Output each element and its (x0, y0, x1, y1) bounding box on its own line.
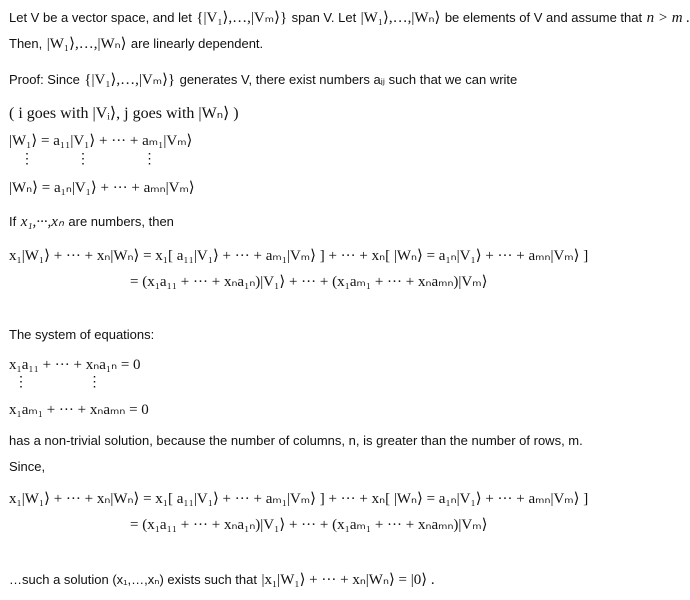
statement-text-b: span V. Let (291, 10, 357, 25)
assumption-n-gt-m: n > m . (646, 10, 690, 26)
proof-text-b: generates V, there exist numbers aᵢⱼ such that we can write (179, 72, 518, 87)
statement-text-a: Let V be a vector space, and let (9, 10, 192, 25)
conclusion-line (9, 570, 435, 589)
expansion-line-4: = (x₁a₁₁ + ··· + xₙa₁ₙ)|V₁⟩ + ··· + (x₁aₘ₁ + ··· + xₙaₘₙ)|Vₘ⟩ (130, 517, 488, 533)
system-equation-2: x₁aₘ₁ + ··· + xₙaₘₙ = 0 (9, 402, 149, 418)
vector-set-V-2: {|V₁⟩,…,|Vₘ⟩} (84, 72, 176, 88)
x-list: x₁,···,xₙ (20, 214, 64, 230)
system-equation-1: x₁a₁₁ + ··· + xₙa₁ₙ = 0 (9, 357, 141, 373)
equation-W1: |W₁⟩ = a₁₁|V₁⟩ + ··· + aₘ₁|Vₘ⟩ (9, 133, 193, 149)
if-x-line (9, 212, 174, 231)
conclusion-text: …such a solution (x₁,…,xₙ) exists such that (9, 572, 257, 587)
vertical-dots-1: ⋮ ⋮ ⋮ (20, 152, 157, 167)
since-text: Since, (9, 459, 46, 474)
vector-list-W: |W₁⟩,…,|Wₙ⟩ (360, 10, 441, 26)
index-convention: ( i goes with |Vᵢ⟩, j goes with |Wₙ⟩ ) (9, 105, 239, 122)
dependent-text: are linearly dependent. (130, 36, 264, 51)
equation-Wn: |Wₙ⟩ = a₁ₙ|V₁⟩ + ··· + aₘₙ|Vₘ⟩ (9, 180, 195, 196)
expansion-line-1: x₁|W₁⟩ + ··· + xₙ|Wₙ⟩ = x₁[ a₁₁|V₁⟩ + ··· + aₘ₁|Vₘ⟩ ] + ··· + xₙ[ |Wₙ⟩ = a₁ₙ|V₁⟩ + ··· + aₘₙ|Vₘ⟩ ] (9, 248, 589, 264)
numbers-text: are numbers, then (68, 214, 174, 229)
statement-line-2 (9, 34, 263, 53)
proof-text-a: Proof: Since (9, 72, 80, 87)
then-text: Then, (9, 36, 43, 51)
proof-line (9, 70, 517, 89)
vector-set-V: {|V₁⟩,…,|Vₘ⟩} (196, 10, 288, 26)
nontrivial-text: has a non-trivial solution, because the number of columns, n, is greater than the number of rows, m. (9, 433, 583, 448)
statement-line-1 (9, 8, 690, 27)
zero-combination: |x₁|W₁⟩ + ··· + xₙ|Wₙ⟩ = |0⟩ . (261, 572, 435, 588)
if-text: If (9, 214, 17, 229)
expansion-line-3: x₁|W₁⟩ + ··· + xₙ|Wₙ⟩ = x₁[ a₁₁|V₁⟩ + ··· + aₘ₁|Vₘ⟩ ] + ··· + xₙ[ |Wₙ⟩ = a₁ₙ|V₁⟩ + ··· + aₘₙ|Vₘ⟩ ] (9, 491, 589, 507)
vertical-dots-2: ⋮ ⋮ (14, 375, 102, 390)
vector-list-W-2: |W₁⟩,…,|Wₙ⟩ (46, 36, 127, 52)
statement-text-c: be elements of V and assume that (444, 10, 643, 25)
system-heading: The system of equations: (9, 327, 155, 342)
expansion-line-2: = (x₁a₁₁ + ··· + xₙa₁ₙ)|V₁⟩ + ··· + (x₁aₘ₁ + ··· + xₙaₘₙ)|Vₘ⟩ (130, 274, 488, 290)
